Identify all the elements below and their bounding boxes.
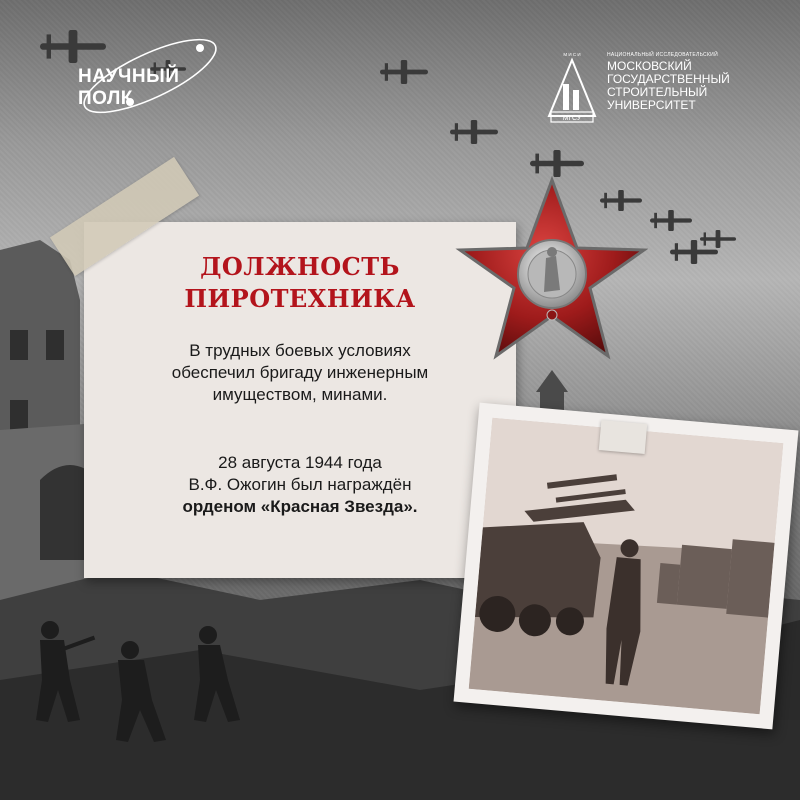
- note-line: 28 августа 1944 года: [218, 453, 382, 472]
- award-text: орденом «Красная Звезда».: [182, 497, 418, 516]
- plane: [380, 60, 428, 84]
- mgsu-name-line: СТРОИТЕЛЬНЫЙ: [607, 85, 708, 99]
- mgsu-emblem-icon: [545, 50, 599, 126]
- photo-image: [469, 418, 784, 714]
- plane: [450, 120, 498, 144]
- mgsu-name: [607, 60, 730, 112]
- note-title-line1: ДОЛЖНОСТЬ: [200, 252, 400, 281]
- nauchny-polk-logo: [70, 36, 240, 116]
- red-star-order-icon: [448, 170, 648, 370]
- note-title-line2: ПИРОТЕХНИКА: [184, 284, 416, 313]
- mgsu-emblem-label: МГСУ: [562, 115, 582, 122]
- plane: [670, 240, 718, 264]
- logo-text: НАУЧНЫЙ ПОЛК: [78, 66, 180, 109]
- mgsu-subtitle: НАЦИОНАЛЬНЫЙ ИССЛЕДОВАТЕЛЬСКИЙ: [607, 52, 718, 58]
- note-line: имуществом, минами.: [212, 385, 388, 404]
- note-paragraph-2: [84, 452, 516, 518]
- note-line: В трудных боевых условиях: [189, 341, 411, 360]
- mgsu-name-line: УНИВЕРСИТЕТ: [607, 98, 696, 112]
- mgsu-name-line: ГОСУДАРСТВЕННЫЙ: [607, 72, 730, 86]
- mgsu-name-line: МОСКОВСКИЙ: [607, 59, 692, 73]
- note-line: В.Ф. Ожогин был награждён: [188, 475, 412, 494]
- plane: [700, 230, 736, 248]
- misi-letters: М И С И: [563, 52, 581, 57]
- plane: [650, 210, 692, 231]
- photo-corner-tab: [599, 420, 647, 454]
- mgsu-logo: [545, 50, 755, 130]
- note-line: обеспечил бригаду инженерным: [171, 363, 429, 382]
